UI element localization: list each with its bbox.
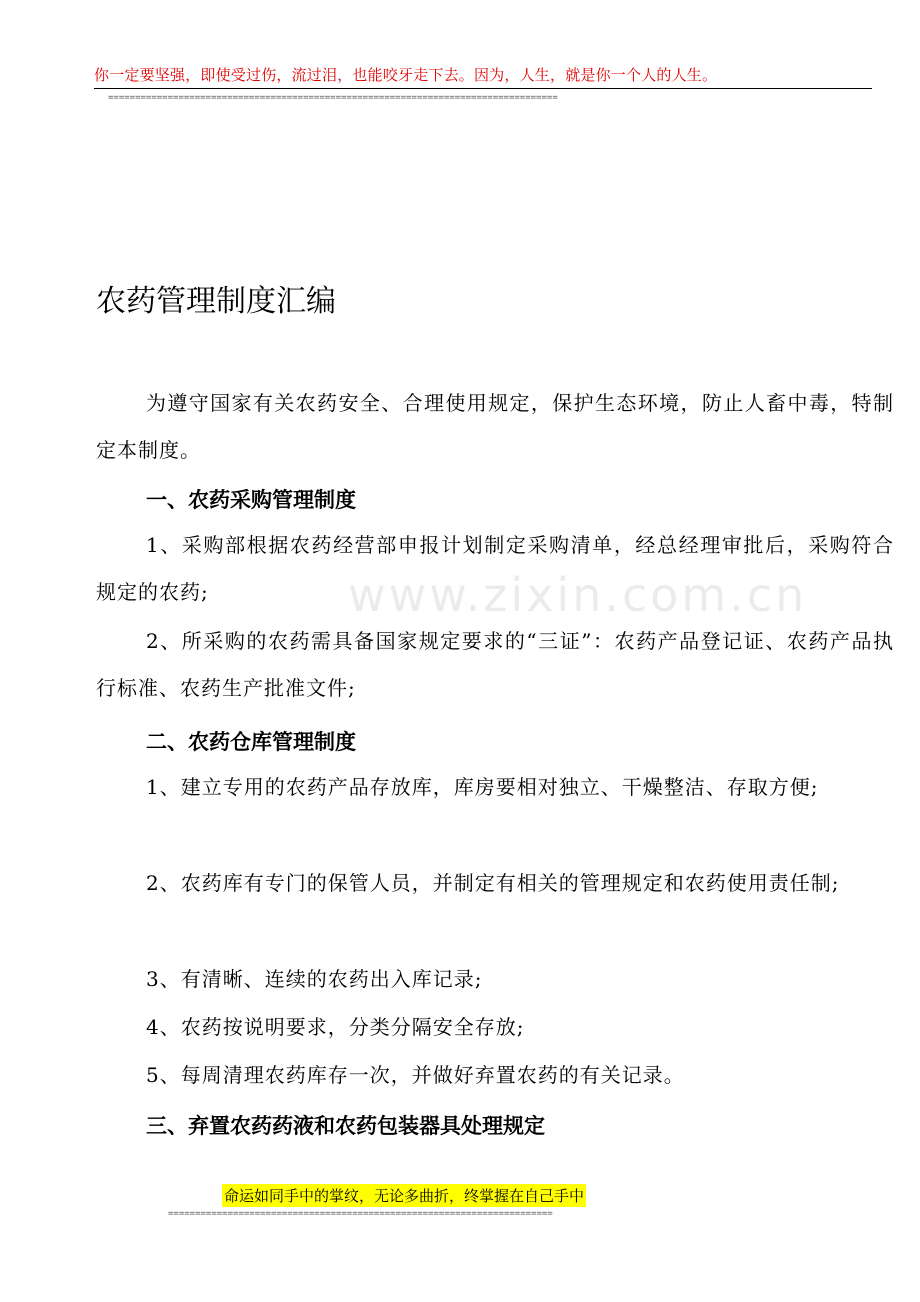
warehouse-item-3: 3、有清晰、连续的农药出入库记录;	[146, 967, 483, 991]
procurement-item-1: 1、采购部根据农药经营部申报计划制定采购清单，经总经理审批后，采购符合规定的农药;	[96, 533, 894, 604]
intro-paragraph: 为遵守国家有关农药安全、合理使用规定，保护生态环境，防止人畜中毒，特制定本制度。	[96, 391, 894, 462]
section-heading-procurement: 一、农药采购管理制度	[146, 488, 356, 512]
warehouse-item-1: 1、建立专用的农药产品存放库，库房要相对独立、干燥整洁、存取方便;	[146, 775, 819, 799]
section-heading-disposal: 三、弃置农药药液和农药包装器具处理规定	[146, 1114, 545, 1138]
footer-separator: =======================================================================	[168, 1210, 553, 1219]
warehouse-item-5: 5、每周清理农药库存一次，并做好弃置农药的有关记录。	[146, 1063, 685, 1087]
header-quote: 你一定要坚强，即使受过伤，流过泪，也能咬牙走下去。因为，人生，就是你一个人的人生。	[94, 66, 718, 84]
footer-quote: 命运如同手中的掌纹，无论多曲折，终掌握在自己手中	[222, 1184, 586, 1207]
document-title: 农药管理制度汇编	[96, 284, 336, 319]
header-separator: ===================================================================================	[108, 94, 558, 103]
warehouse-item-2: 2、农药库有专门的保管人员，并制定有相关的管理规定和农药使用责任制;	[146, 871, 840, 895]
header-rule	[94, 88, 872, 89]
watermark: www.zixin.com.cn	[348, 568, 808, 622]
warehouse-item-4: 4、农药按说明要求，分类分隔安全存放;	[146, 1015, 525, 1039]
section-heading-warehouse: 二、农药仓库管理制度	[146, 730, 356, 754]
procurement-item-2: 2、所采购的农药需具备国家规定要求的“三证”：农药产品登记证、农药产品执行标准、农药生产批准文件;	[96, 629, 894, 700]
